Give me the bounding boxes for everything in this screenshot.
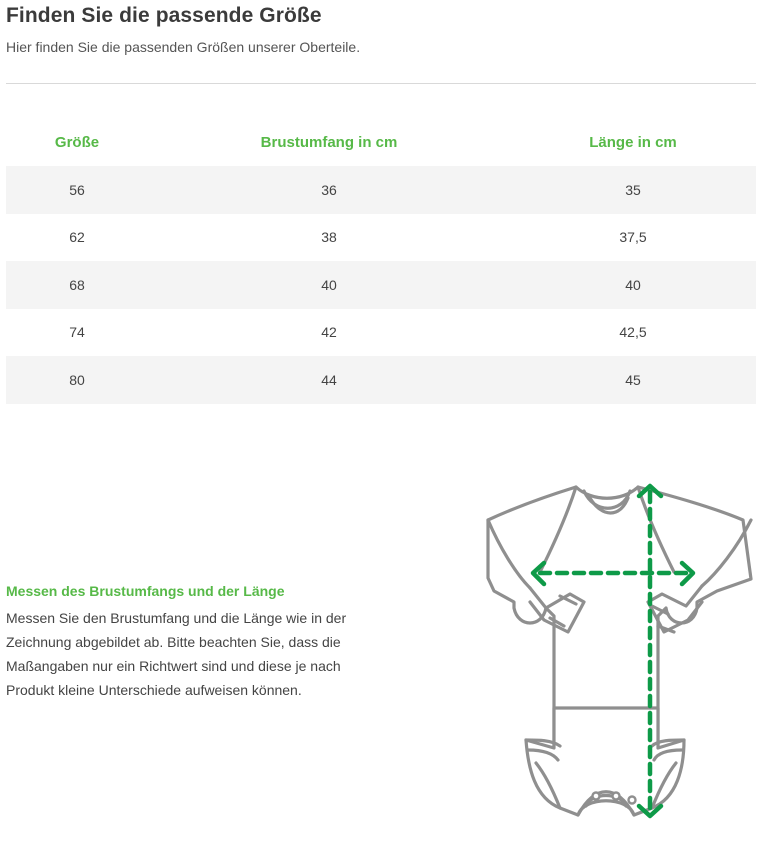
cell-length: 42,5 bbox=[619, 324, 647, 341]
cell-chest: 36 bbox=[148, 166, 510, 214]
table-header-row bbox=[6, 118, 756, 166]
cell-size: 68 bbox=[6, 261, 148, 309]
table-row bbox=[6, 261, 756, 309]
baby-bodysuit-measurement-icon bbox=[472, 478, 762, 824]
cell-chest: 42 bbox=[321, 324, 337, 341]
table-row bbox=[6, 309, 756, 357]
cell-chest: 40 bbox=[148, 261, 510, 309]
cell-size: 74 bbox=[69, 324, 85, 341]
table-row bbox=[6, 166, 756, 214]
cell-length: 40 bbox=[510, 261, 756, 309]
cell-chest: 38 bbox=[321, 229, 337, 246]
table-row bbox=[6, 356, 756, 404]
column-header-chest: Brustumfang in cm bbox=[260, 133, 398, 151]
page-title: Finden Sie die passende Größe bbox=[6, 4, 322, 27]
column-header-length: Länge in cm bbox=[589, 133, 677, 151]
size-table bbox=[6, 118, 756, 404]
column-header-size: Größe bbox=[54, 133, 100, 151]
table-row bbox=[6, 214, 756, 262]
cell-size: 62 bbox=[69, 229, 85, 246]
cell-size: 80 bbox=[6, 356, 148, 404]
page-subtitle: Hier finden Sie die passenden Größen unserer Oberteile. bbox=[6, 39, 361, 55]
cell-length: 45 bbox=[510, 356, 756, 404]
measurement-heading: Messen des Brustumfangs und der Länge bbox=[6, 583, 285, 599]
cell-chest: 44 bbox=[148, 356, 510, 404]
cell-length: 37,5 bbox=[619, 229, 647, 246]
bodysuit-illustration bbox=[472, 478, 762, 824]
cell-length: 35 bbox=[510, 166, 756, 214]
cell-size: 56 bbox=[6, 166, 148, 214]
measurement-text: Messen Sie den Brustumfang und die Länge wie in der Zeichnung abgebildet ab. Bitte beachten Sie, dass die Maßangaben nur ein Richtwert sind und diese je nach Produkt kleine Unterschiede aufweisen können. bbox=[6, 610, 347, 698]
divider bbox=[6, 83, 756, 84]
